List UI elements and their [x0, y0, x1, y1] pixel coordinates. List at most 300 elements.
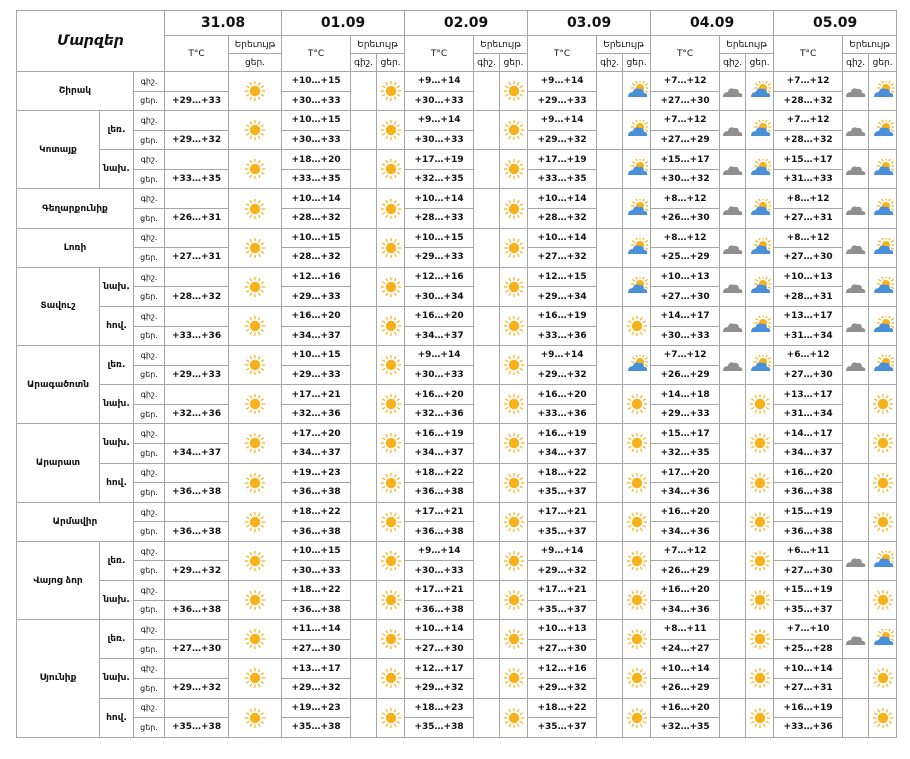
temperature-cell: +33…+35 — [165, 169, 229, 189]
sun-icon — [503, 473, 525, 493]
weather-cell — [500, 502, 528, 541]
time-of-day: ցեր. — [134, 718, 165, 738]
region-name: Գեղարքունիք — [17, 189, 134, 228]
moon-icon — [599, 394, 621, 414]
weather-cell — [377, 346, 405, 385]
weather-cell — [229, 189, 282, 228]
sun-icon — [503, 668, 525, 688]
temperature-cell: +17…+21 — [528, 581, 597, 601]
moon-icon — [599, 551, 621, 571]
day-header: ցեր. — [229, 54, 282, 72]
temperature-cell: +8…+12 — [774, 228, 843, 248]
weather-cell — [869, 424, 897, 463]
moon-icon — [722, 590, 744, 610]
temperature-cell: +18…+20 — [282, 150, 351, 170]
weather-cell — [746, 267, 774, 306]
moon-icon — [599, 473, 621, 493]
partly-cloudy-icon — [872, 238, 894, 258]
weather-cell — [869, 228, 897, 267]
sun-icon — [749, 394, 771, 414]
temperature-cell: +35…+38 — [405, 718, 474, 738]
sun-icon — [749, 433, 771, 453]
temperature-cell: +7…+10 — [774, 620, 843, 640]
temperature-cell: +35…+37 — [528, 522, 597, 542]
weather-cell — [597, 189, 623, 228]
moon-icon — [599, 199, 621, 219]
temperature-cell: +18…+22 — [528, 698, 597, 718]
weather-cell — [351, 72, 377, 111]
weather-cell — [623, 659, 651, 698]
sun-icon — [749, 512, 771, 532]
temperature-cell: +35…+38 — [282, 718, 351, 738]
sun-icon — [503, 394, 525, 414]
day-header: ցեր. — [869, 54, 897, 72]
sun-icon — [872, 473, 894, 493]
cloud-night-icon — [845, 629, 867, 649]
temperature-cell: +36…+38 — [165, 483, 229, 503]
temperature-cell: +19…+23 — [282, 463, 351, 483]
weather-cell — [377, 189, 405, 228]
weather-cell — [351, 463, 377, 502]
sun-icon — [244, 316, 266, 336]
weather-cell — [351, 189, 377, 228]
temperature-cell: +10…+15 — [282, 111, 351, 131]
sun-icon — [244, 433, 266, 453]
weather-cell — [351, 698, 377, 737]
weather-cell — [746, 424, 774, 463]
temperature-cell: +16…+19 — [528, 306, 597, 326]
temperature-cell: +30…+32 — [651, 169, 720, 189]
temperature-cell: +30…+33 — [405, 130, 474, 150]
sun-icon — [626, 590, 648, 610]
weather-cell — [597, 306, 623, 345]
moon-icon — [353, 159, 375, 179]
moon-icon — [353, 355, 375, 375]
weather-cell — [623, 581, 651, 620]
region-name: Տավուշ — [17, 267, 100, 345]
weather-cell — [377, 424, 405, 463]
weather-cell — [474, 267, 500, 306]
temperature-cell: +27…+31 — [165, 248, 229, 268]
night-header: գիշ. — [351, 54, 377, 72]
weather-cell — [869, 463, 897, 502]
cloud-night-icon — [722, 355, 744, 375]
sun-icon — [380, 81, 402, 101]
weather-cell — [351, 111, 377, 150]
night-header: գիշ. — [474, 54, 500, 72]
temperature-cell: +29…+34 — [528, 287, 597, 307]
temperature-cell: +13…+17 — [774, 385, 843, 405]
forecast-table-container — [16, 10, 897, 738]
time-of-day: գիշ. — [134, 463, 165, 483]
temperature-cell — [165, 189, 229, 209]
weather-cell — [229, 72, 282, 111]
weather-cell — [746, 698, 774, 737]
weather-cell — [720, 502, 746, 541]
temperature-cell: +15…+19 — [774, 502, 843, 522]
temperature-cell: +16…+20 — [651, 581, 720, 601]
sun-icon — [244, 512, 266, 532]
moon-icon — [476, 433, 498, 453]
day-header: ցեր. — [623, 54, 651, 72]
moon-icon — [722, 668, 744, 688]
moon-icon — [722, 708, 744, 728]
temperature-cell: +9…+14 — [528, 346, 597, 366]
moon-icon — [353, 512, 375, 532]
temperature-cell: +27…+29 — [651, 130, 720, 150]
phenomenon-header: Երեւույթ — [597, 36, 651, 54]
zone-name: նախ. — [100, 581, 134, 620]
weather-cell — [351, 502, 377, 541]
temperature-cell: +26…+29 — [651, 365, 720, 385]
moon-icon — [476, 159, 498, 179]
temperature-cell: +26…+29 — [651, 561, 720, 581]
weather-cell — [351, 346, 377, 385]
time-of-day: գիշ. — [134, 228, 165, 248]
moon-icon — [722, 473, 744, 493]
sun-icon — [380, 512, 402, 532]
sun-icon — [503, 629, 525, 649]
weather-cell — [500, 698, 528, 737]
sun-icon — [380, 473, 402, 493]
region-name: Վայոց ձոր — [17, 541, 100, 619]
weather-cell — [720, 150, 746, 189]
table-row — [17, 620, 897, 640]
sun-icon — [503, 199, 525, 219]
region-name: Արագածոտն — [17, 346, 100, 424]
weather-cell — [746, 581, 774, 620]
weather-cell — [720, 306, 746, 345]
weather-cell — [377, 620, 405, 659]
moon-icon — [476, 708, 498, 728]
weather-cell — [623, 150, 651, 189]
weather-cell — [720, 659, 746, 698]
temperature-cell: +33…+36 — [528, 326, 597, 346]
cloud-night-icon — [845, 316, 867, 336]
moon-icon — [845, 590, 867, 610]
weather-cell — [500, 541, 528, 580]
table-row — [17, 306, 897, 326]
moon-icon — [599, 120, 621, 140]
region-name: Լոռի — [17, 228, 134, 267]
zone-name: հով. — [100, 698, 134, 737]
table-row — [17, 385, 897, 405]
moon-icon — [845, 668, 867, 688]
sun-icon — [380, 590, 402, 610]
sun-icon — [626, 708, 648, 728]
weather-cell — [843, 228, 869, 267]
weather-cell — [474, 385, 500, 424]
weather-cell — [843, 620, 869, 659]
temperature-cell: +13…+17 — [774, 306, 843, 326]
moon-icon — [599, 159, 621, 179]
weather-cell — [843, 659, 869, 698]
temperature-cell: +7…+12 — [651, 541, 720, 561]
weather-cell — [377, 385, 405, 424]
temperature-cell: +12…+16 — [405, 267, 474, 287]
moon-icon — [476, 316, 498, 336]
partly-cloudy-icon — [626, 277, 648, 297]
cloud-night-icon — [722, 316, 744, 336]
weather-cell — [869, 541, 897, 580]
weather-cell — [351, 659, 377, 698]
weather-cell — [351, 385, 377, 424]
moon-icon — [476, 355, 498, 375]
temperature-cell: +35…+38 — [165, 718, 229, 738]
sun-icon — [872, 668, 894, 688]
temperature-cell: +12…+16 — [528, 659, 597, 679]
time-of-day: ցեր. — [134, 287, 165, 307]
temperature-cell: +30…+33 — [405, 561, 474, 581]
temperature-cell: +10…+15 — [282, 72, 351, 92]
weather-cell — [500, 424, 528, 463]
sun-icon — [380, 199, 402, 219]
phenomenon-header: Երեւույթ — [720, 36, 774, 54]
weather-cell — [229, 424, 282, 463]
temperature-cell: +14…+17 — [774, 424, 843, 444]
temperature-header: T°C — [774, 36, 843, 72]
temperature-cell: +10…+14 — [774, 659, 843, 679]
temperature-cell: +31…+34 — [774, 404, 843, 424]
partly-cloudy-icon — [872, 629, 894, 649]
sun-icon — [380, 668, 402, 688]
region-name: Կոտայք — [17, 111, 100, 189]
weather-cell — [623, 620, 651, 659]
weather-cell — [377, 72, 405, 111]
weather-cell — [597, 698, 623, 737]
weather-cell — [500, 659, 528, 698]
weather-cell — [229, 228, 282, 267]
weather-cell — [869, 698, 897, 737]
cloud-night-icon — [722, 81, 744, 101]
weather-cell — [377, 463, 405, 502]
temperature-cell: +10…+15 — [282, 228, 351, 248]
sun-icon — [626, 629, 648, 649]
partly-cloudy-icon — [749, 81, 771, 101]
sun-icon — [244, 708, 266, 728]
temperature-cell: +16…+19 — [405, 424, 474, 444]
weather-cell — [474, 659, 500, 698]
temperature-cell: +19…+23 — [282, 698, 351, 718]
time-of-day: ցեր. — [134, 522, 165, 542]
temperature-cell: +27…+30 — [651, 287, 720, 307]
sun-icon — [244, 551, 266, 571]
temperature-cell: +16…+20 — [651, 698, 720, 718]
moon-icon — [599, 668, 621, 688]
sun-icon — [380, 277, 402, 297]
moon-icon — [599, 433, 621, 453]
temperature-cell: +27…+30 — [165, 639, 229, 659]
weather-cell — [229, 463, 282, 502]
temperature-cell — [165, 424, 229, 444]
temperature-cell: +12…+16 — [282, 267, 351, 287]
sun-icon — [380, 708, 402, 728]
time-of-day: գիշ. — [134, 424, 165, 444]
temperature-cell: +29…+32 — [165, 130, 229, 150]
temperature-header: T°C — [528, 36, 597, 72]
temperature-cell — [165, 541, 229, 561]
moon-icon — [353, 473, 375, 493]
weather-cell — [843, 150, 869, 189]
temperature-cell: +34…+36 — [651, 483, 720, 503]
weather-cell — [720, 72, 746, 111]
temperature-cell — [165, 111, 229, 131]
temperature-cell: +27…+30 — [774, 561, 843, 581]
zone-name: նախ. — [100, 424, 134, 463]
temperature-cell: +25…+29 — [651, 248, 720, 268]
sun-icon — [503, 590, 525, 610]
weather-cell — [843, 267, 869, 306]
temperature-cell: +29…+33 — [165, 91, 229, 111]
weather-cell — [229, 111, 282, 150]
temperature-cell: +28…+31 — [774, 287, 843, 307]
sun-icon — [749, 551, 771, 571]
sun-icon — [626, 551, 648, 571]
moon-icon — [722, 394, 744, 414]
weather-cell — [474, 620, 500, 659]
temperature-cell: +15…+17 — [774, 150, 843, 170]
temperature-cell: +10…+13 — [651, 267, 720, 287]
temperature-cell: +17…+21 — [405, 502, 474, 522]
weather-cell — [597, 581, 623, 620]
moon-icon — [353, 433, 375, 453]
temperature-cell — [165, 72, 229, 92]
weather-cell — [229, 150, 282, 189]
time-of-day: գիշ. — [134, 306, 165, 326]
table-row — [17, 346, 897, 366]
sun-icon — [503, 551, 525, 571]
cloud-night-icon — [845, 81, 867, 101]
weather-cell — [623, 385, 651, 424]
temperature-cell — [165, 150, 229, 170]
sun-icon — [872, 708, 894, 728]
weather-cell — [351, 620, 377, 659]
temperature-cell: +18…+22 — [282, 581, 351, 601]
weather-cell — [597, 659, 623, 698]
weather-cell — [597, 620, 623, 659]
weather-cell — [351, 424, 377, 463]
temperature-cell: +36…+38 — [282, 522, 351, 542]
weather-cell — [746, 228, 774, 267]
temperature-cell: +16…+20 — [405, 306, 474, 326]
moon-icon — [353, 590, 375, 610]
table-row — [17, 541, 897, 561]
time-of-day: գիշ. — [134, 620, 165, 640]
zone-name: նախ. — [100, 150, 134, 189]
moon-icon — [845, 433, 867, 453]
weather-cell — [869, 502, 897, 541]
weather-cell — [746, 385, 774, 424]
moon-icon — [476, 551, 498, 571]
temperature-cell: +24…+27 — [651, 639, 720, 659]
temperature-cell: +34…+36 — [651, 600, 720, 620]
temperature-cell: +16…+19 — [528, 424, 597, 444]
partly-cloudy-icon — [626, 81, 648, 101]
moon-icon — [353, 238, 375, 258]
temperature-cell: +30…+33 — [405, 91, 474, 111]
weather-cell — [597, 267, 623, 306]
weather-cell — [720, 698, 746, 737]
weather-cell — [843, 463, 869, 502]
temperature-cell: +34…+37 — [165, 443, 229, 463]
night-header: գիշ. — [843, 54, 869, 72]
time-of-day: գիշ. — [134, 111, 165, 131]
weather-cell — [746, 541, 774, 580]
weather-cell — [623, 463, 651, 502]
sun-icon — [503, 316, 525, 336]
temperature-cell: +17…+21 — [282, 385, 351, 405]
temperature-cell: +29…+32 — [405, 678, 474, 698]
temperature-header: T°C — [651, 36, 720, 72]
weather-cell — [474, 189, 500, 228]
weather-cell — [500, 267, 528, 306]
weather-cell — [869, 189, 897, 228]
sun-icon — [626, 433, 648, 453]
temperature-cell: +27…+30 — [651, 91, 720, 111]
sun-icon — [503, 120, 525, 140]
time-of-day: գիշ. — [134, 698, 165, 718]
weather-cell — [623, 111, 651, 150]
moon-icon — [722, 551, 744, 571]
weather-cell — [869, 267, 897, 306]
weather-cell — [746, 346, 774, 385]
weather-cell — [500, 150, 528, 189]
sun-icon — [244, 159, 266, 179]
moon-icon — [599, 277, 621, 297]
weather-cell — [720, 541, 746, 580]
cloud-night-icon — [722, 199, 744, 219]
time-of-day: ցեր. — [134, 248, 165, 268]
temperature-cell: +36…+38 — [774, 522, 843, 542]
weather-cell — [843, 424, 869, 463]
partly-cloudy-icon — [749, 355, 771, 375]
weather-cell — [474, 228, 500, 267]
sun-icon — [626, 512, 648, 532]
weather-cell — [229, 502, 282, 541]
temperature-cell — [165, 346, 229, 366]
sun-icon — [503, 355, 525, 375]
temperature-cell — [165, 502, 229, 522]
sun-icon — [380, 394, 402, 414]
sun-icon — [626, 473, 648, 493]
weather-cell — [229, 698, 282, 737]
sun-icon — [244, 120, 266, 140]
moon-icon — [353, 277, 375, 297]
weather-cell — [843, 541, 869, 580]
temperature-cell: +17…+19 — [405, 150, 474, 170]
weather-cell — [746, 111, 774, 150]
temperature-cell: +34…+36 — [651, 522, 720, 542]
weather-cell — [377, 306, 405, 345]
weather-cell — [229, 267, 282, 306]
weather-cell — [720, 228, 746, 267]
time-of-day: ցեր. — [134, 678, 165, 698]
weather-cell — [351, 306, 377, 345]
moon-icon — [845, 394, 867, 414]
temperature-cell: +32…+36 — [165, 404, 229, 424]
temperature-cell: +34…+37 — [405, 326, 474, 346]
weather-cell — [597, 72, 623, 111]
temperature-cell: +33…+36 — [165, 326, 229, 346]
temperature-cell: +29…+32 — [165, 678, 229, 698]
weather-cell — [746, 659, 774, 698]
moon-icon — [476, 473, 498, 493]
weather-cell — [623, 267, 651, 306]
day-header: ցեր. — [746, 54, 774, 72]
sun-icon — [244, 199, 266, 219]
moon-icon — [722, 433, 744, 453]
table-row — [17, 150, 897, 170]
